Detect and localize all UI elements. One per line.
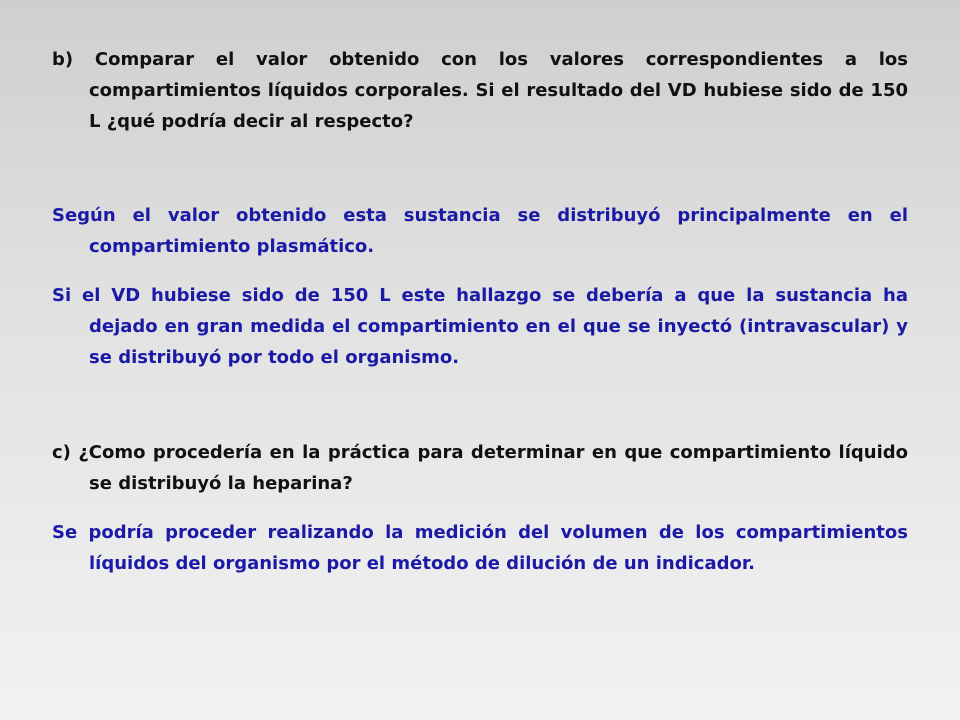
answer-b-2: Si el VD hubiese sido de 150 L este hallazgo se debería a que la sustancia ha dejado en gran medida el compartimiento en el que se inyectó (intravascular) y se distribuyó por todo el organismo. xyxy=(52,285,908,368)
question-c: c) ¿Como procedería en la práctica para determinar en que compartimiento líquido se distribuyó la heparina? xyxy=(52,442,908,494)
question-b: b) Comparar el valor obtenido con los valores correspondientes a los compartimientos líquidos corporales. Si el resultado del VD hubiese sido de 150 L ¿qué podría decir al respecto? xyxy=(52,49,908,132)
answer-b-1: Según el valor obtenido esta sustancia se distribuyó principalmente en el compartimiento plasmático. xyxy=(52,205,908,257)
answer-c: Se podría proceder realizando la medición del volumen de los compartimientos líquidos del organismo por el método de dilución de un indicador. xyxy=(52,522,908,574)
